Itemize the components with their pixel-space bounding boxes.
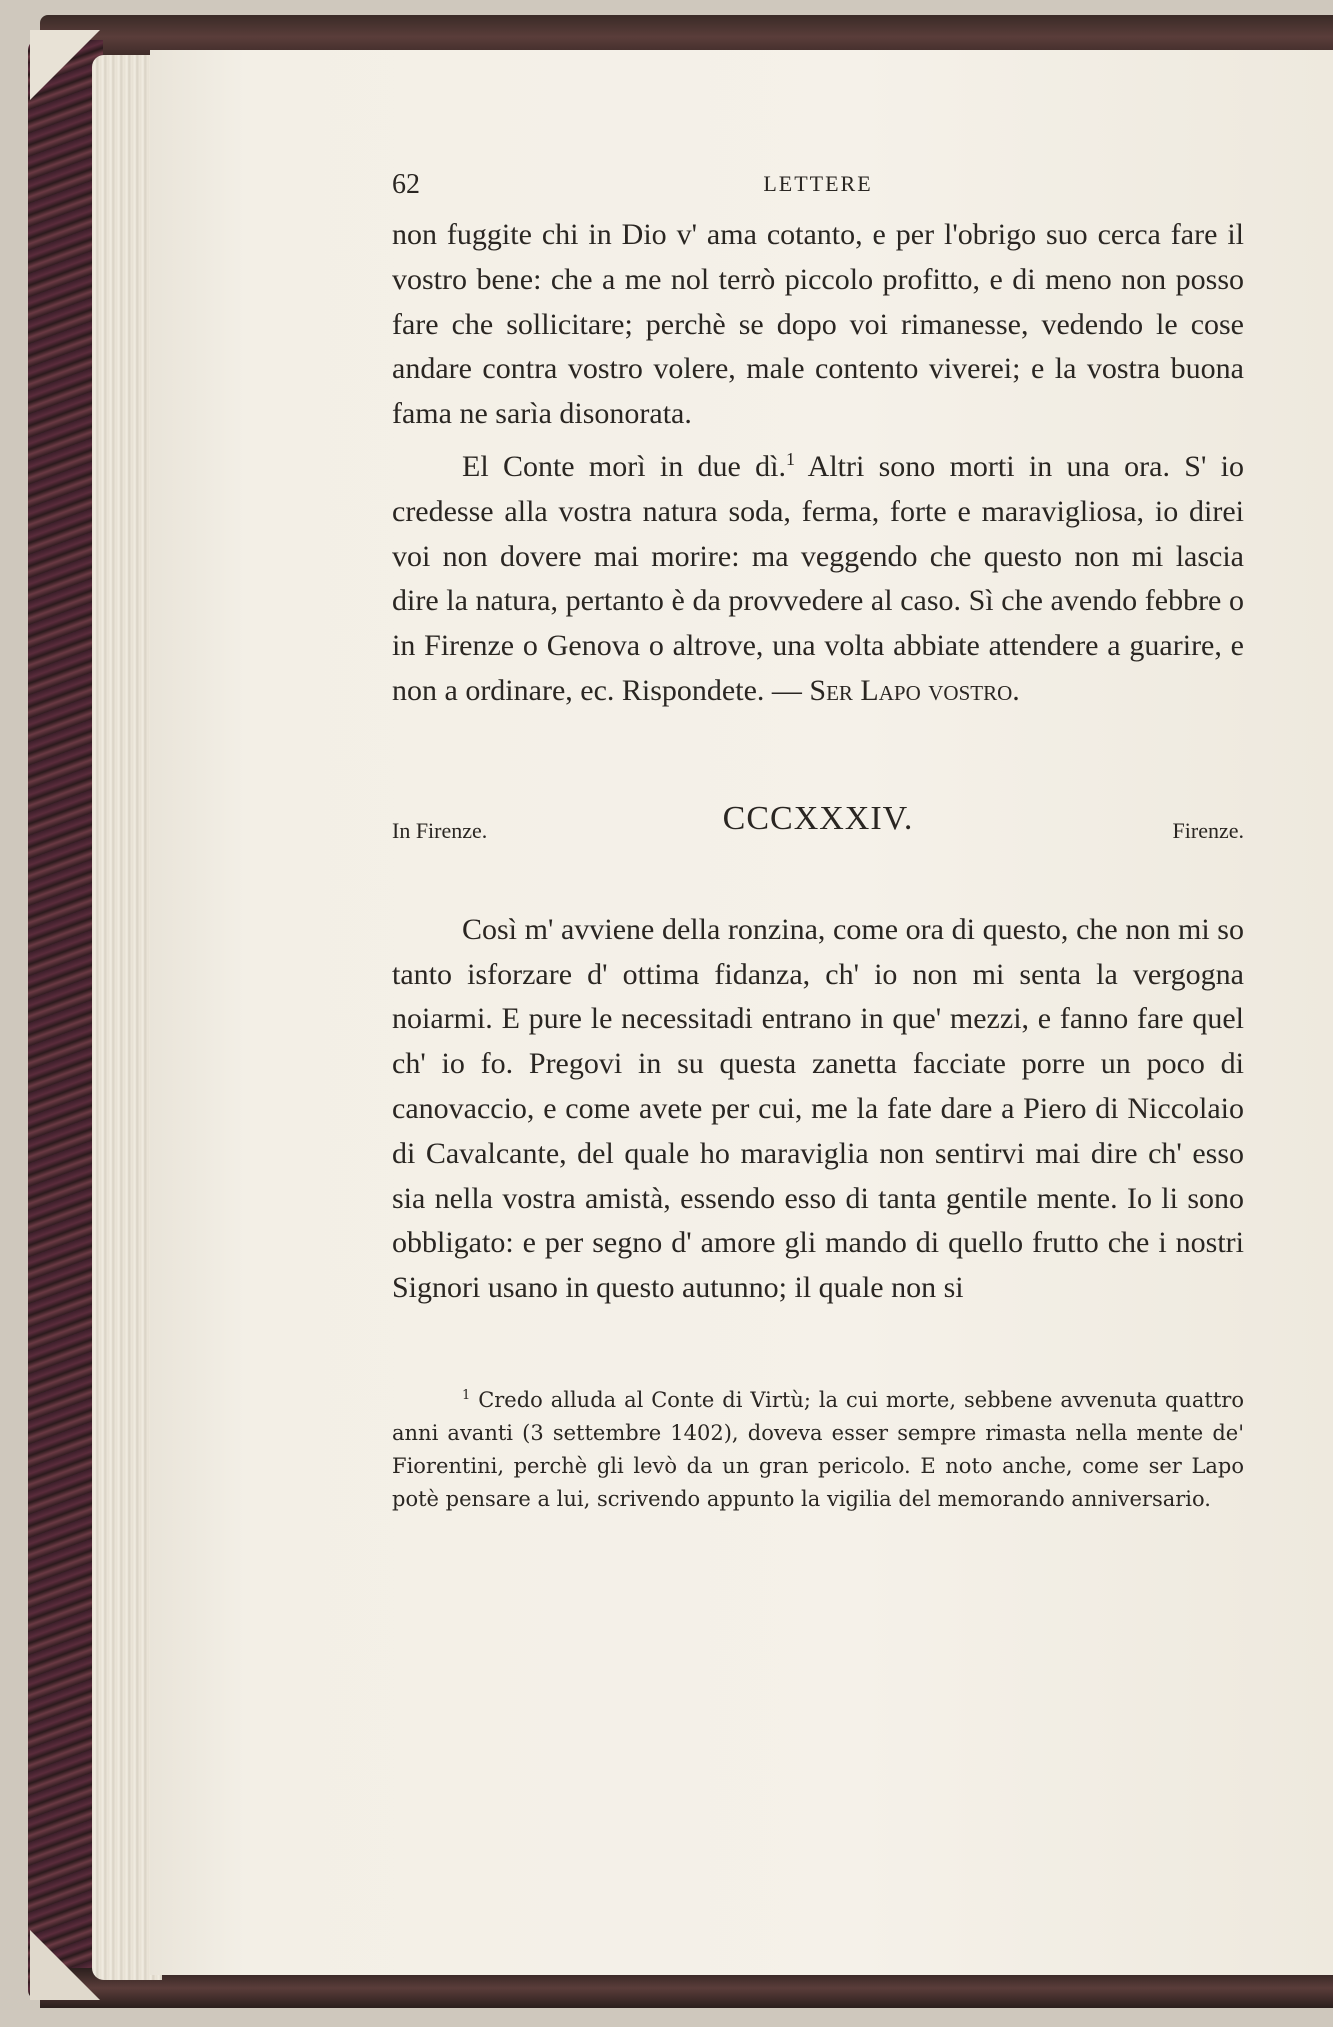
paragraph-2 — [392, 437, 1244, 714]
letter-number: CCCXXXIV. — [722, 799, 914, 837]
footnote-reference: 1 — [786, 448, 795, 469]
footnote-mark: 1 — [462, 1387, 471, 1403]
paragraph-1: non fuggite chi in Dio v' ama cotanto, e per l'obrigo suo cerca fare il vostro bene: che a me nol terrò piccolo profitto, e di meno non posso fare che sollicitare; perchè se dopo voi rimanesse, vedendo le cose andare contra vostro volere, male contento viverei; e la vostra buona fama ne sarìa disonorata. — [392, 218, 1244, 431]
letter-heading — [392, 796, 1244, 856]
letter-paragraph: Così m' avviene della ronzina, come ora di questo, che non mi so tanto isforzare d' ottima fidanza, ch' io non mi senta la vergogna noiarmi. E pure le necessitadi entrano in que' mezzi, e fanno fare quel ch' io fo. Pregovi in su questa zanetta facciate porre un poco di canovaccio, e come avete per cui, me la fate dare a Piero di Niccolaio di Cavalcante, del quale ho maraviglia non sentirvi mai dire ch' esso sia nella vostra amistà, essendo esso di tanta gentile mente. Io li sono obbligato: e per segno d' amore gli mando di quello frutto che i nostri Signori usano in questo autunno; il quale non si — [392, 912, 1244, 1305]
previous-letter-text — [392, 213, 1244, 714]
page-content — [392, 165, 1244, 1516]
letter-from-place: In Firenze. — [392, 817, 488, 843]
footnotes — [392, 1379, 1244, 1516]
page-header — [392, 165, 1244, 213]
paragraph-2-rest: Altri sono morti in una ora. S' io credesse alla vostra natura soda, ferma, forte e maravigliosa, io direi voi non dovere mai morire: ma veggendo che questo non mi lascia dire la natura, pertanto è da provvedere al caso. Sì che avendo febbre o in Firenze o Genova o altrove, una volta abbiate attendere a guarire, e non a ordinare, ec. Rispondete. — — [392, 449, 1244, 707]
footnote-text: Credo alluda al Conte di Virtù; la cui morte, sebbene avvenuta quattro anni avanti (3 settembre 1402), doveva esser sempre rimasta nella mente de' Fiorentini, perchè gli levò da un gran pericolo. E noto anche, come ser Lapo potè pensare a lui, scrivendo appunto la vigilia del memorando anniversario. — [392, 1387, 1244, 1511]
letter-to-place: Firenze. — [1172, 817, 1244, 843]
signature: Ser Lapo vostro. — [809, 673, 1020, 707]
page-number: 62 — [392, 169, 420, 200]
paragraph-2-start: El Conte morì in due dì. — [462, 449, 786, 483]
running-title: LETTERE — [763, 171, 873, 196]
footnote-1 — [392, 1379, 1244, 1516]
letter-body — [392, 908, 1244, 1311]
